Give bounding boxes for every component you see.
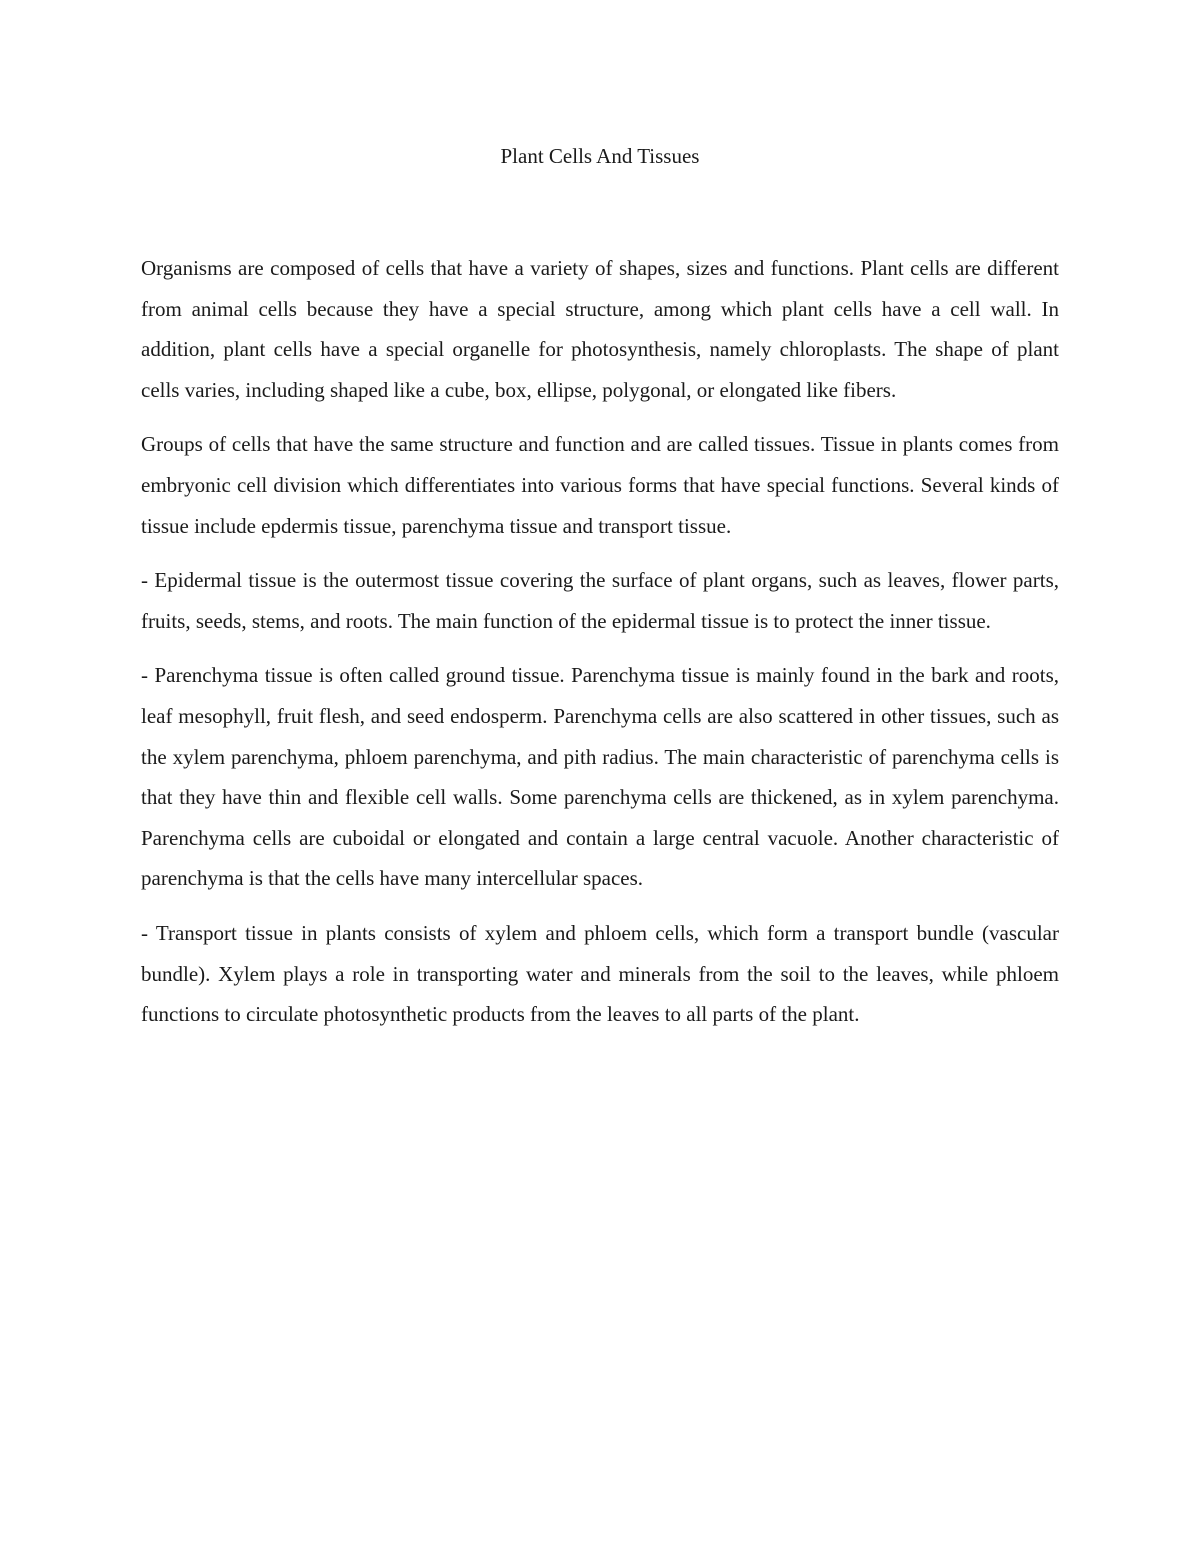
paragraph-tissues: Groups of cells that have the same structure and function and are called tissues. Tissue in plants comes from embryonic cell division which differentiates into various forms that have special functions. Several kinds of tissue include epdermis tissue, parenchyma tissue and transport tissue. bbox=[141, 432, 1059, 538]
document-body bbox=[141, 248, 1059, 1049]
paragraph-transport: - Transport tissue in plants consists of xylem and phloem cells, which form a transport bundle (vascular bundle). Xylem plays a role in transporting water and minerals from the soil to the leaves, while phloem functions to circulate photosynthetic products from the leaves to all parts of the plant. bbox=[141, 920, 1059, 1027]
paragraph-epidermal: - Epidermal tissue is the outermost tissue covering the surface of plant organs, such as leaves, flower parts, fruits, seeds, stems, and roots. The main function of the epidermal tissue is to protect the inner tissue. bbox=[141, 568, 1059, 633]
paragraph-intro: Organisms are composed of cells that have a variety of shapes, sizes and functions. Plant cells are different from animal cells because they have a special structure, among which plant cells have a cell wall. In addition, plant cells have a special organelle for photosynthesis, namely chloroplasts. The shape of plant cells varies, including shaped like a cube, box, ellipse, polygonal, or elongated like fibers. bbox=[141, 256, 1059, 402]
paragraph-parenchyma: - Parenchyma tissue is often called ground tissue. Parenchyma tissue is mainly found in the bark and roots, leaf mesophyll, fruit flesh, and seed endosperm. Parenchyma cells are also scattered in other tissues, such as the xylem parenchyma, phloem parenchyma, and pith radius. The main characteristic of parenchyma cells is that they have thin and flexible cell walls. Some parenchyma cells are thickened, as in xylem parenchyma. Parenchyma cells are cuboidal or elongated and contain a large central vacuole. Another characteristic of parenchyma is that the cells have many intercellular spaces. bbox=[141, 663, 1059, 891]
document-title: Plant Cells And Tissues bbox=[500, 144, 700, 168]
